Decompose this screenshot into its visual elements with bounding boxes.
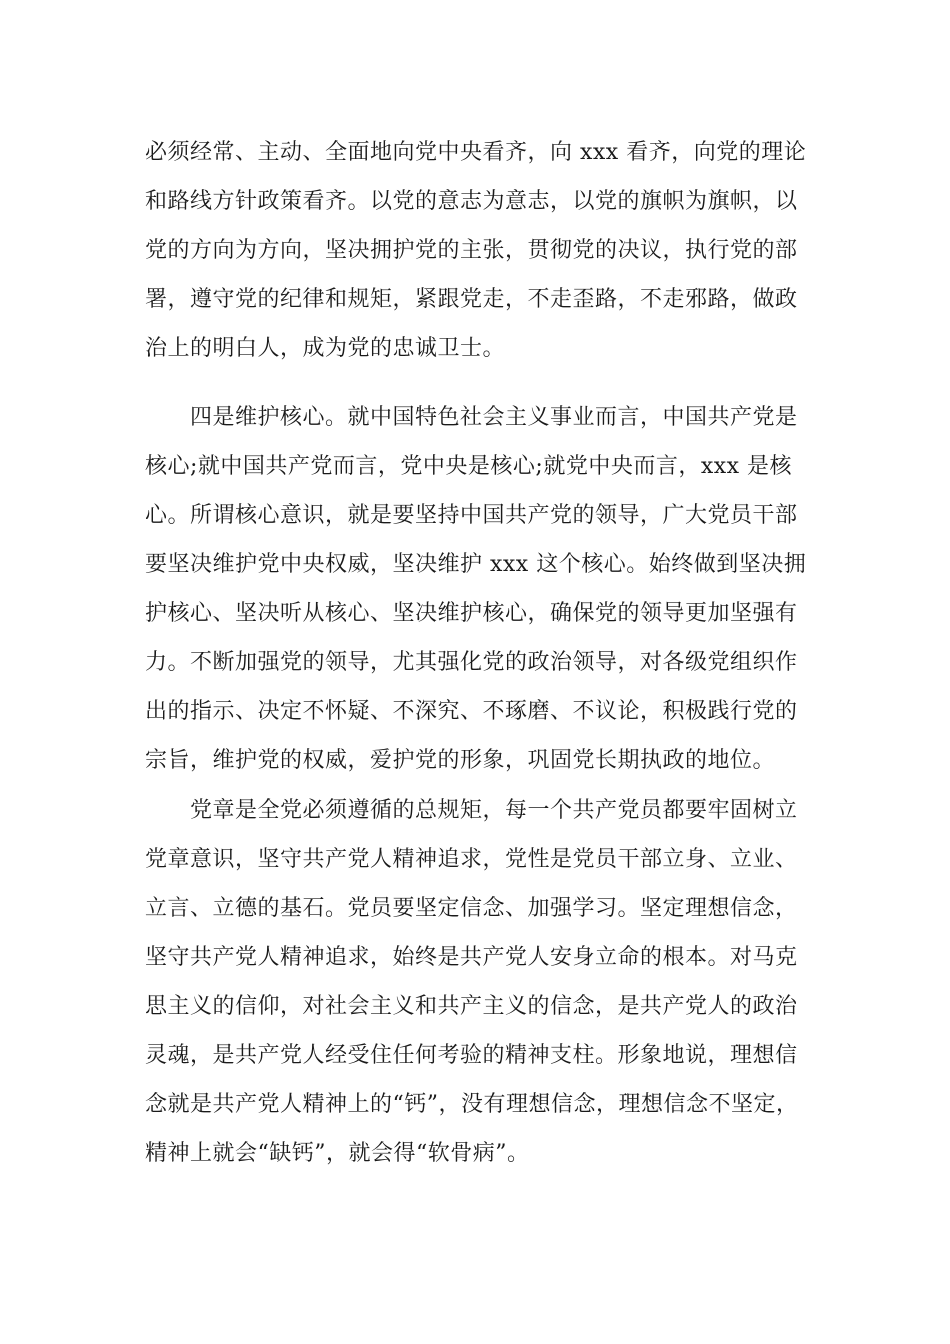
text-line: 署，遵守党的纪律和规矩，紧跟党走，不走歪路，不走邪路，做政 (145, 287, 798, 312)
text-line: 和路线方针政策看齐。以党的意志为意志，以党的旗帜为旗帜，以 (145, 189, 798, 214)
text-line: 党的方向为方向，坚决拥护党的主张，贯彻党的决议，执行党的部 (145, 238, 798, 263)
text-line: 宗旨，维护党的权威，爱护党的形象，巩固党长期执政的地位。 (145, 748, 776, 773)
paragraph-maintain-core (145, 393, 807, 785)
text-line: 出的指示、决定不怀疑、不深究、不琢磨、不议论，积极践行党的 (145, 699, 798, 724)
text-line: 党章意识，坚守共产党人精神追求，党性是党员干部立身、立业、 (145, 847, 798, 872)
paragraph-party-constitution (145, 786, 799, 1178)
text-line: 力。不断加强党的领导，尤其强化党的政治领导，对各级党组织作 (145, 650, 798, 675)
paragraph-alignment (145, 128, 807, 373)
text-line: 思主义的信仰，对社会主义和共产主义的信念，是共产党人的政治 (145, 994, 798, 1019)
text-line: 精神上就会“缺钙”，就会得“软骨病”。 (145, 1141, 530, 1166)
text-line: 必须经常、主动、全面地向党中央看齐，向 xxx 看齐，向党的理论 (145, 140, 807, 165)
text-line: 护核心、坚决听从核心、坚决维护核心，确保党的领导更加坚强有 (145, 601, 798, 626)
text-line: 核心;就中国共产党而言，党中央是核心;就党中央而言，xxx 是核 (145, 454, 793, 479)
text-line: 灵魂，是共产党人经受住任何考验的精神支柱。形象地说，理想信 (145, 1043, 798, 1068)
text-line: 治上的明白人，成为党的忠诚卫士。 (145, 336, 506, 361)
text-line: 党章是全党必须遵循的总规矩，每一个共产党员都要牢固树立 (145, 798, 798, 823)
text-line: 立言、立德的基石。党员要坚定信念、加强学习。坚定理想信念， (145, 896, 798, 921)
text-line: 四是维护核心。就中国特色社会主义事业而言，中国共产党是 (145, 405, 798, 430)
text-line: 心。所谓核心意识，就是要坚持中国共产党的领导，广大党员干部 (145, 503, 798, 528)
text-line: 念就是共产党人精神上的“钙”，没有理想信念，理想信念不坚定， (145, 1092, 799, 1117)
text-line: 要坚决维护党中央权威，坚决维护 xxx 这个核心。始终做到坚决拥 (145, 552, 807, 577)
text-line: 坚守共产党人精神追求，始终是共产党人安身立命的根本。对马克 (145, 945, 798, 970)
